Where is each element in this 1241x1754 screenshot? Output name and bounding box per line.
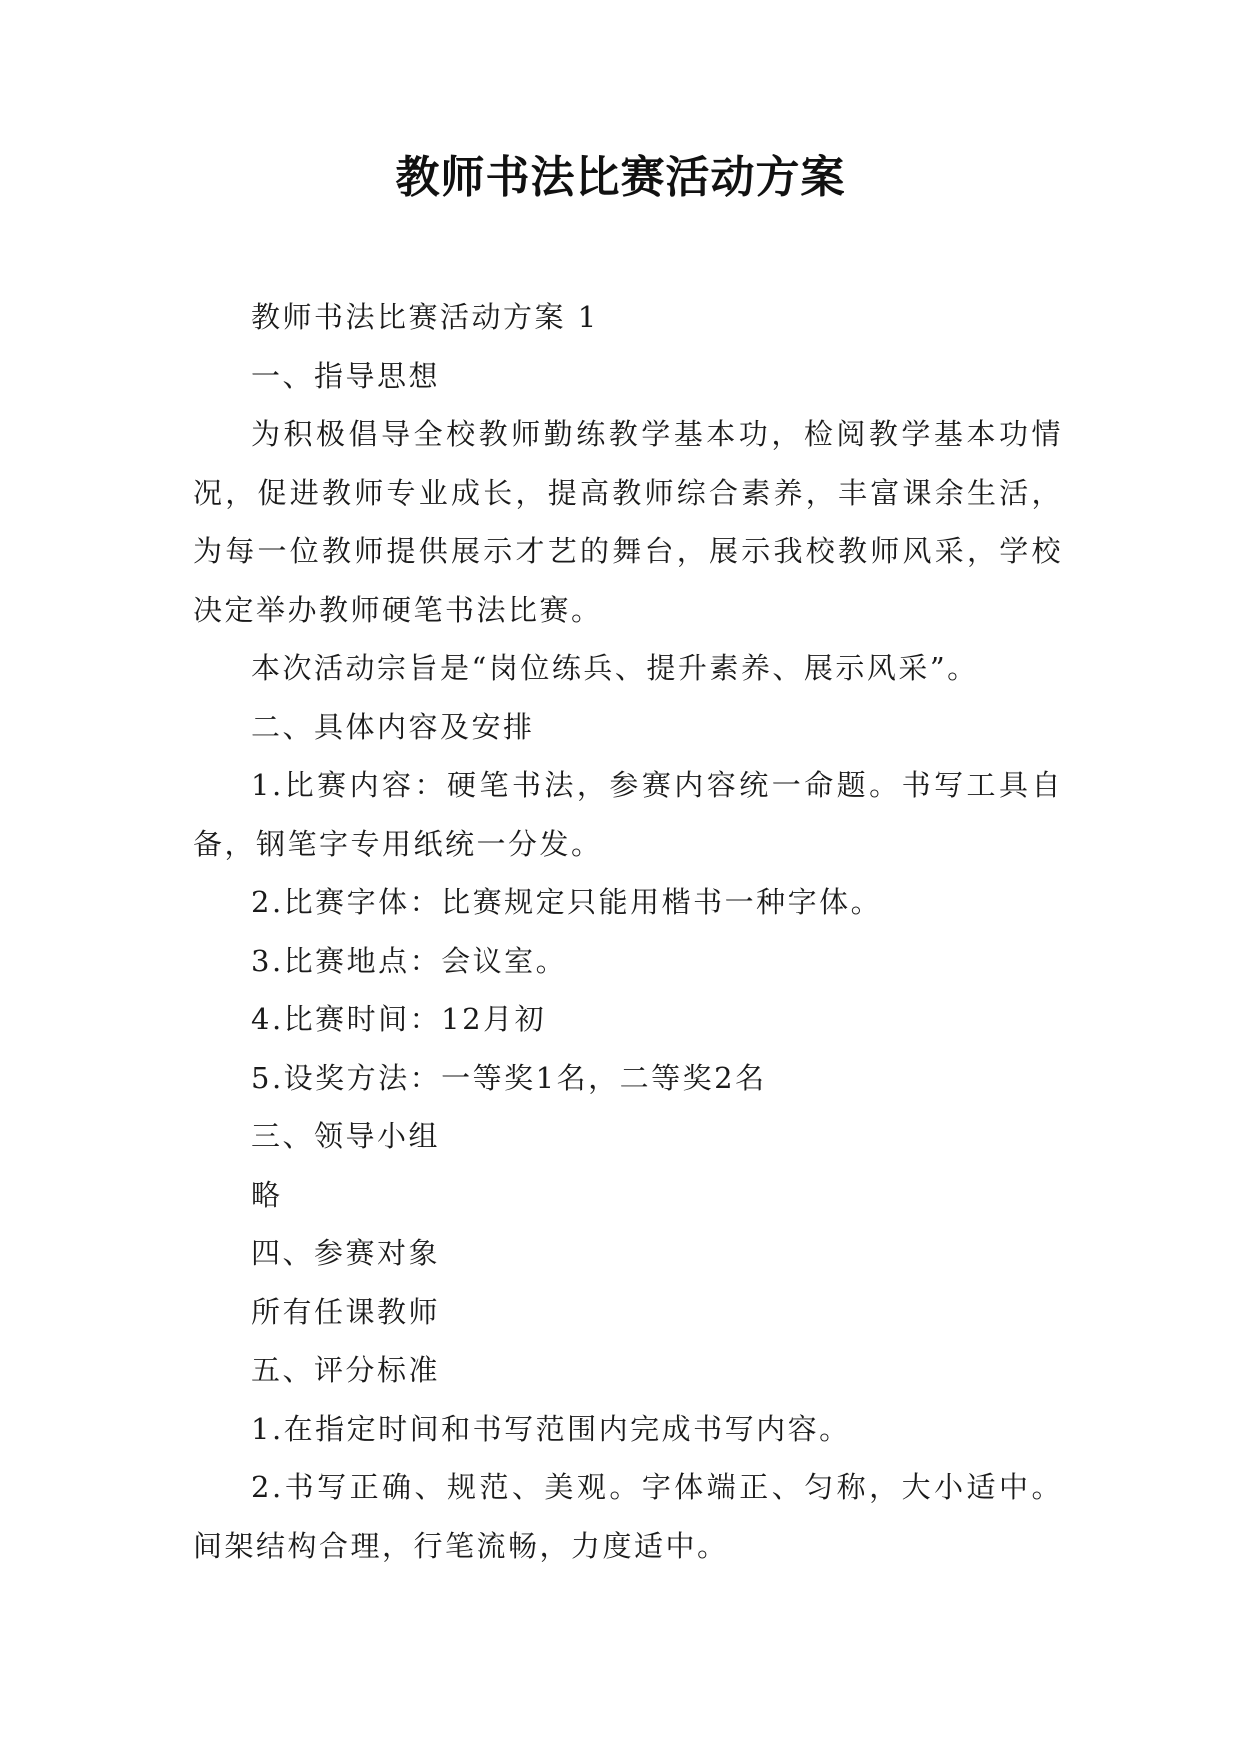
- paragraph-contest-time: 4.比赛时间：12月初: [251, 1002, 547, 1036]
- document-title: 教师书法比赛活动方案: [395, 152, 846, 203]
- paragraph-heading-guiding-ideology: 一、指导思想: [251, 358, 441, 393]
- paragraph-contest-content: 1.比赛内容：硬笔书法，参赛内容统一命题。书写工具自备，钢笔字专用纸统一分发。: [193, 768, 1063, 861]
- paragraph-activity-purpose: 本次活动宗旨是“岗位练兵、提升素养、展示风采”。: [251, 651, 979, 685]
- paragraph-contest-location: 3.比赛地点：会议室。: [251, 943, 568, 978]
- paragraph-scoring-1: 1.在指定时间和书写范围内完成书写内容。: [251, 1411, 851, 1446]
- paragraph-heading-leadership: 三、领导小组: [251, 1119, 441, 1153]
- paragraph-heading-participants: 四、参赛对象: [251, 1236, 441, 1270]
- paragraph-participants: 所有任课教师: [251, 1294, 441, 1329]
- paragraph-guiding-ideology: 为积极倡导全校教师勤练教学基本功，检阅教学基本功情况，促进教师专业成长，提高教师综合素养，丰富课余生活，为每一位教师提供展示才艺的舞台，展示我校教师风采，学校决定举办教师硬笔书法比赛。: [193, 417, 1063, 627]
- paragraph-scoring-2: 2.书写正确、规范、美观。字体端正、匀称，大小适中。间架结构合理，行笔流畅，力度适中。: [193, 1470, 1063, 1563]
- paragraph-heading-content-arrangement: 二、具体内容及安排: [251, 709, 535, 744]
- paragraph-section-heading: 教师书法比赛活动方案 1: [251, 300, 599, 334]
- paragraph-contest-font: 2.比赛字体：比赛规定只能用楷书一种字体。: [251, 885, 883, 919]
- document-body: [193, 288, 1063, 1575]
- paragraph-awards: 5.设奖方法：一等奖1名，二等奖2名: [251, 1060, 767, 1095]
- paragraph-leadership-omitted: 略: [251, 1177, 283, 1212]
- paragraph-heading-scoring: 五、评分标准: [251, 1353, 441, 1387]
